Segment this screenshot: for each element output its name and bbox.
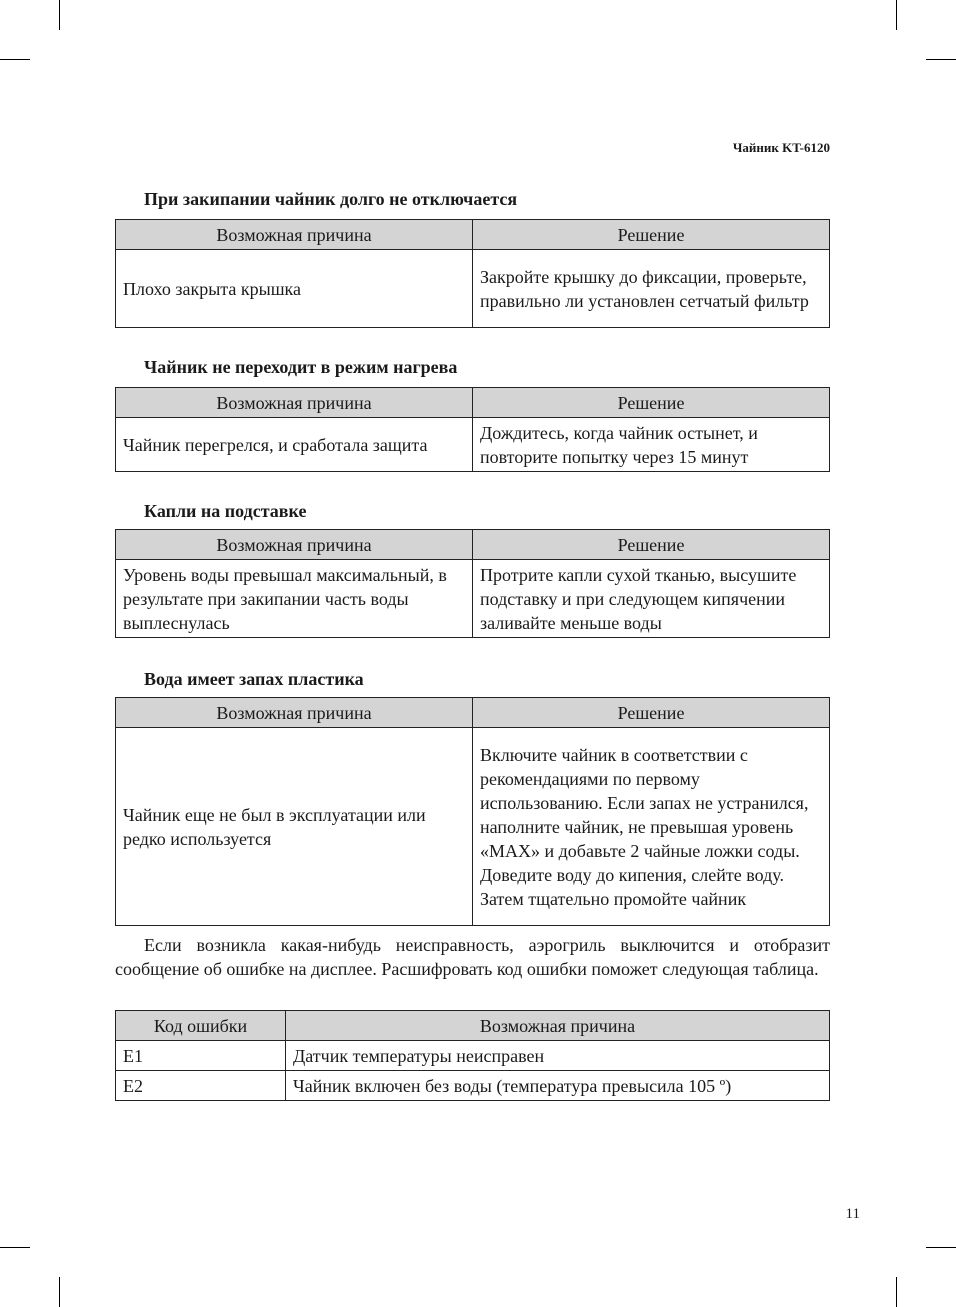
troubleshoot-table: [115, 219, 830, 328]
error-code: E1: [116, 1041, 286, 1071]
column-header-solution: Решение: [473, 698, 830, 728]
crop-mark: [926, 59, 956, 60]
column-header-solution: Решение: [473, 220, 830, 250]
error-cause: Датчик температуры неисправен: [286, 1041, 830, 1071]
column-header-cause: Возможная причина: [286, 1011, 830, 1041]
cause-cell: Чайник еще не был в эксплуатации или редко используется: [116, 728, 473, 926]
column-header-cause: Возможная причина: [116, 530, 473, 560]
solution-cell: Включите чайник в соответствии с рекомендациями по первому использованию. Если запах не устранился, наполните чайник, не превышая уровень «MAX» и добавьте 2 чайные ложки соды. Доведите воду до кипения, слейте воду. Затем тщательно промойте чайник: [473, 728, 830, 926]
cause-cell: Уровень воды превышал максимальный, в результате при закипании часть воды выплеснулась: [116, 560, 473, 638]
page-number: 11: [845, 1206, 860, 1222]
column-header-solution: Решение: [473, 530, 830, 560]
cause-cell: Плохо закрыта крышка: [116, 250, 473, 328]
column-header-cause: Возможная причина: [116, 388, 473, 418]
crop-mark: [926, 1247, 956, 1248]
section-title: Капли на подставке: [144, 501, 307, 521]
error-cause: Чайник включен без воды (температура превысила 105 º): [286, 1071, 830, 1101]
crop-mark: [0, 1247, 30, 1248]
crop-mark: [896, 0, 897, 30]
column-header-cause: Возможная причина: [116, 220, 473, 250]
solution-cell: Закройте крышку до фиксации, проверьте, правильно ли установлен сетчатый фильтр: [473, 250, 830, 328]
error-code-table: [115, 1010, 830, 1101]
crop-mark: [896, 1277, 897, 1307]
crop-mark: [0, 59, 30, 60]
column-header-code: Код ошибки: [116, 1011, 286, 1041]
crop-mark: [59, 0, 60, 30]
table-row: [116, 1071, 830, 1101]
error-code: E2: [116, 1071, 286, 1101]
crop-mark: [59, 1277, 60, 1307]
error-intro-paragraph: Если возникла какая-нибудь неисправность, аэрогриль выключится и отобразит сообщение об ошибке на дисплее. Расшифровать код ошибки поможет следующая таблица.: [115, 935, 830, 979]
troubleshoot-table: [115, 529, 830, 638]
troubleshoot-table: [115, 387, 830, 472]
solution-cell: Протрите капли сухой тканью, высушите подставку и при следующем кипячении заливайте меньше воды: [473, 560, 830, 638]
section-title: Чайник не переходит в режим нагрева: [144, 357, 458, 377]
column-header-solution: Решение: [473, 388, 830, 418]
solution-cell: Дождитесь, когда чайник остынет, и повторите попытку через 15 минут: [473, 418, 830, 472]
section-title: При закипании чайник долго не отключается: [144, 189, 518, 209]
troubleshoot-table: [115, 697, 830, 926]
page-header: Чайник KT-6120: [732, 140, 830, 155]
table-row: [116, 1041, 830, 1071]
section-title: Вода имеет запах пластика: [144, 669, 364, 689]
column-header-cause: Возможная причина: [116, 698, 473, 728]
cause-cell: Чайник перегрелся, и сработала защита: [116, 418, 473, 472]
